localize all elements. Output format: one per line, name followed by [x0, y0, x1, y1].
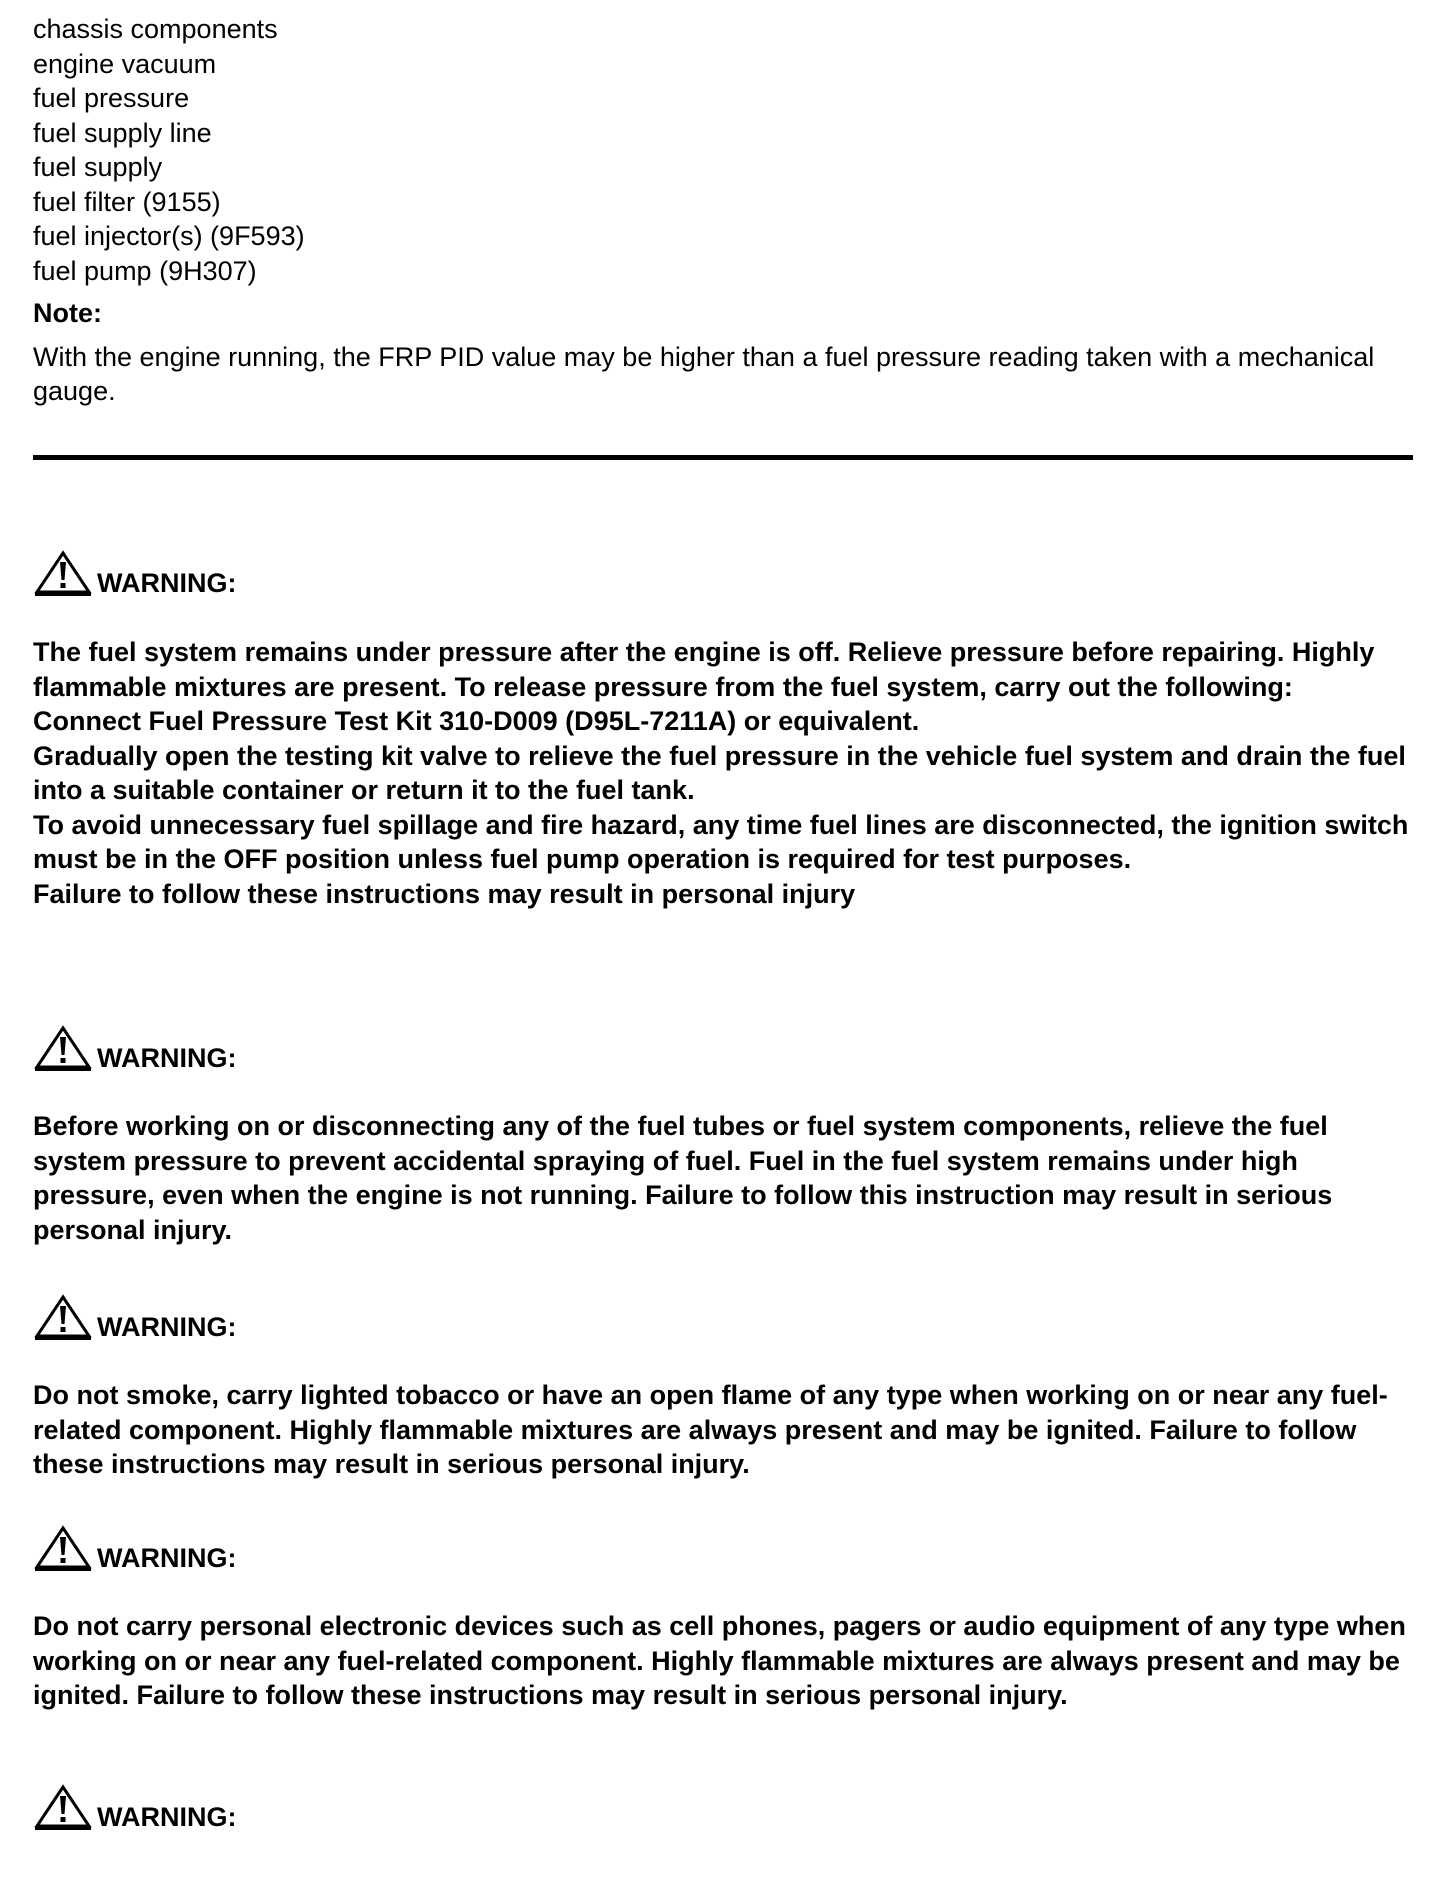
warning-paragraph: The fuel system remains under pressure after the engine is off. Relieve pressure before repairing. Highly flammable mixtures are present. To release pressure from the fuel system, carry out the following: [33, 637, 1375, 702]
warning-block-2 [33, 1023, 1423, 1247]
component-item: fuel filter (9155) [33, 186, 221, 217]
warning-header [33, 548, 1423, 598]
component-item: fuel pressure [33, 83, 190, 113]
warning-label: WARNING: [97, 1043, 237, 1073]
warning-triangle-icon [33, 1025, 93, 1073]
component-item: fuel supply [33, 152, 163, 182]
note-label: Note: [33, 298, 102, 328]
component-item: fuel supply line [33, 117, 212, 148]
warning-triangle-icon [33, 550, 93, 598]
warning-header [33, 1523, 1423, 1573]
component-item: engine vacuum [33, 48, 217, 79]
warning-header [33, 1782, 1423, 1832]
note-text: With the engine running, the FRP PID value may be higher than a fuel pressure reading taken with a mechanical gauge. [33, 342, 1375, 406]
warning-paragraph: Before working on or disconnecting any of the fuel tubes or fuel system components, relieve the fuel system pressure to prevent accidental spraying of fuel. Fuel in the fuel system remains under high pressure, even when the engine is not running. Failure to follow this instruction may result in serious personal injury. [33, 1111, 1333, 1245]
warning-triangle-icon [33, 1294, 93, 1342]
warning-block-3 [33, 1292, 1423, 1482]
component-item: fuel pump (9H307) [33, 255, 257, 286]
document-page [33, 12, 1413, 408]
warning-triangle-icon [33, 1525, 93, 1573]
warning-label: WARNING: [97, 1543, 237, 1573]
warning-paragraph: Do not carry personal electronic devices such as cell phones, pagers or audio equipment of any type when working on or near any fuel-related component. Highly flammable mixtures are always present and may be ignited. Failure to follow these instructions may result in serious personal injury. [33, 1611, 1406, 1710]
component-list [33, 12, 1413, 288]
warning-text [33, 1109, 1423, 1247]
warning-block-4 [33, 1523, 1423, 1713]
warning-header [33, 1023, 1423, 1073]
warning-paragraph: To avoid unnecessary fuel spillage and fire hazard, any time fuel lines are disconnected, the ignition switch must be in the OFF position unless fuel pump operation is required for test purposes. [33, 809, 1409, 874]
warning-text [33, 1378, 1423, 1482]
warning-block-1 [33, 548, 1423, 911]
warning-paragraph: Do not smoke, carry lighted tobacco or have an open flame of any type when working on or near any fuel-related component. Highly flammable mixtures are always present and may be ignited. Failure to follow these instructions may result in serious personal injury. [33, 1380, 1388, 1479]
warning-triangle-icon [33, 1784, 93, 1832]
warning-paragraph: Failure to follow these instructions may result in personal injury [33, 878, 856, 909]
warning-header [33, 1292, 1423, 1342]
component-item: fuel injector(s) (9F593) [33, 221, 305, 251]
warning-text [33, 635, 1423, 911]
warning-paragraph: Connect Fuel Pressure Test Kit 310-D009 (D95L-7211A) or equivalent. [33, 706, 920, 736]
warning-label: WARNING: [97, 1802, 237, 1832]
warning-label: WARNING: [97, 568, 237, 598]
warning-block-5 [33, 1782, 1423, 1832]
warning-text [33, 1609, 1423, 1713]
section-divider [33, 455, 1413, 460]
warning-paragraph: Gradually open the testing kit valve to relieve the fuel pressure in the vehicle fuel system and drain the fuel into a suitable container or return it to the fuel tank. [33, 740, 1406, 805]
warning-label: WARNING: [97, 1312, 237, 1342]
component-item: chassis components [33, 14, 278, 44]
